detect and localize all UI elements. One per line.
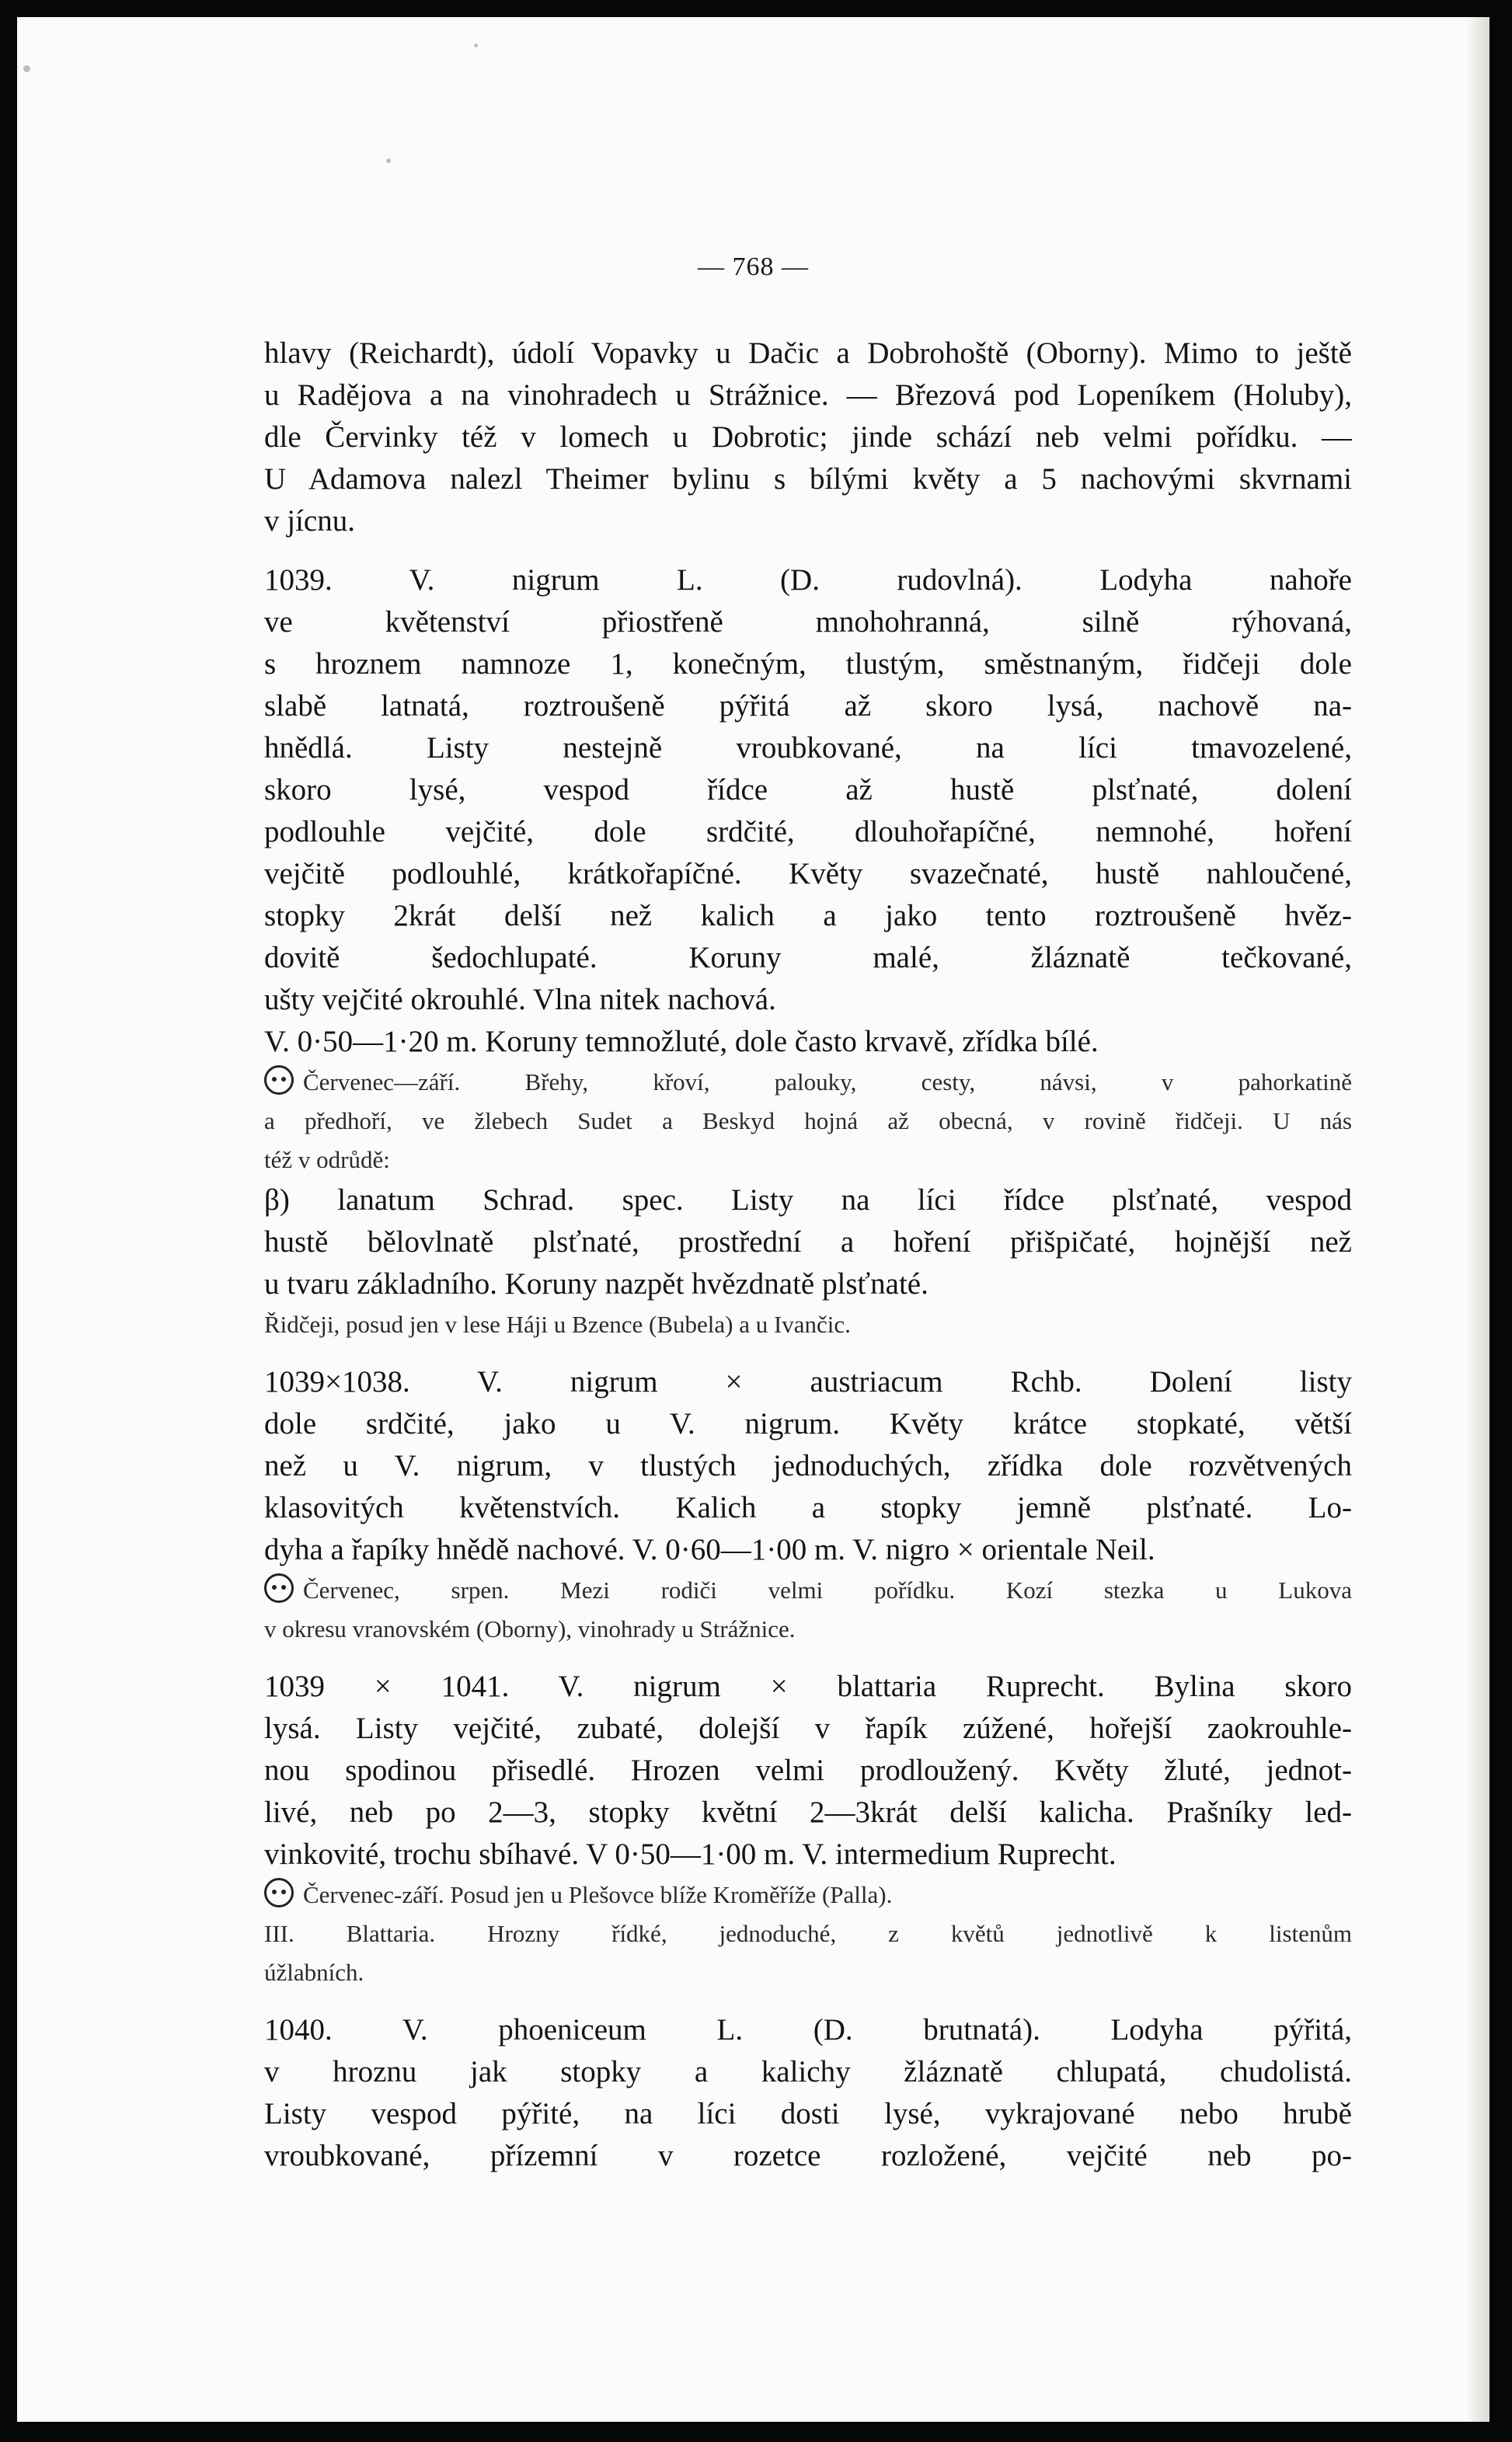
line-text: dyha a řapíky hnědě nachové. V. 0·60—1·00 m. V. nigro × orientale Neil. (264, 1533, 1155, 1566)
line-text: slabě latnatá, roztroušeně pýřitá až skoro lysá, nachově na- (264, 689, 1352, 723)
text-line (264, 1021, 1352, 1063)
line-text: než u V. nigrum, v tlustých jednoduchých, zřídka dole rozvětvených (264, 1449, 1352, 1482)
small-print-line (264, 1102, 1352, 1141)
line-text: hustě bělovlnatě plsťnaté, prostřední a hoření přišpičaté, hojnější než (264, 1225, 1352, 1259)
text-line (264, 1750, 1352, 1792)
dust-speck (474, 44, 478, 47)
text-line (264, 853, 1352, 895)
small-print-line (264, 1914, 1352, 1953)
text-line (264, 979, 1352, 1021)
line-text: dovitě šedochlupaté. Koruny malé, žláznatě tečkované, (264, 941, 1352, 974)
line-text: úžlabních. (264, 1959, 364, 1986)
line-text: vroubkované, přízemní v rozetce rozložené, vejčité neb po- (264, 2139, 1352, 2172)
line-text: III. Blattaria. Hrozny řídké, jednoduché, z květů jednotlivě k listenům (264, 1920, 1352, 1947)
small-print-line (264, 1305, 1352, 1344)
line-text: Listy vespod pýřité, na líci dosti lysé, vykrajované nebo hrubě (264, 2097, 1352, 2130)
text-line (264, 1403, 1352, 1445)
line-text: 1039. V. nigrum L. (D. rudovlná). Lodyha nahoře (264, 563, 1352, 597)
small-print-line (264, 1953, 1352, 1992)
perennial-symbol-icon (264, 1065, 294, 1095)
species-entry-heading-line (264, 2009, 1352, 2051)
line-text: vinkovité, trochu sbíhavé. V 0·50—1·00 m. V. intermedium Ruprecht. (264, 1838, 1117, 1871)
text-line (264, 1221, 1352, 1263)
line-text: též v odrůdě: (264, 1146, 390, 1173)
line-text: vejčitě podlouhlé, krátkořapíčné. Květy svazečnaté, hustě nahloučené, (264, 857, 1352, 890)
body-text (264, 333, 1352, 2177)
text-line (264, 333, 1352, 374)
line-text: a předhoří, ve žlebech Sudet a Beskyd hojná až obecná, v rovině řidčeji. U nás (264, 1107, 1352, 1134)
text-line (264, 895, 1352, 937)
line-text: ve květenství přiostřeně mnohohranná, silně rýhovaná, (264, 605, 1352, 639)
line-text: ušty vejčité okrouhlé. Vlna nitek nachová. (264, 983, 776, 1016)
species-entry-heading-line (264, 1666, 1352, 1708)
line-text: livé, neb po 2—3, stopky květní 2—3krát delší kalicha. Prašníky led- (264, 1796, 1352, 1829)
text-line (264, 2093, 1352, 2135)
line-text: β) lanatum Schrad. spec. Listy na líci řídce plsťnaté, vespod (264, 1183, 1352, 1217)
line-text: Řidčeji, posud jen v lese Háji u Bzence (Bubela) a u Ivančic. (264, 1311, 851, 1338)
text-line (264, 685, 1352, 727)
text-line (264, 601, 1352, 643)
line-text: podlouhle vejčité, dole srdčité, dlouhořapíčné, nemnohé, hoření (264, 815, 1352, 848)
line-text: v hroznu jak stopky a kalichy žláznatě chlupatá, chudolistá. (264, 2055, 1352, 2088)
text-line (264, 1445, 1352, 1487)
small-print-line (264, 1876, 1352, 1914)
line-text: Červenec—září. Břehy, křoví, palouky, cesty, návsi, v pahorkatině (303, 1068, 1352, 1096)
text-line (264, 1792, 1352, 1834)
text-line (264, 937, 1352, 979)
line-text: Červenec, srpen. Mezi rodiči velmi pořídku. Kozí stezka u Lukova (303, 1576, 1352, 1604)
dust-speck (23, 65, 30, 72)
text-line (264, 458, 1352, 500)
book-page (17, 17, 1489, 2422)
line-text: dle Červinky též v lomech u Dobrotic; jinde schází neb velmi pořídku. — (264, 420, 1352, 454)
line-text: nou spodinou přisedlé. Hrozen velmi prodloužený. Květy žluté, jednot- (264, 1754, 1352, 1787)
small-print-line (264, 1571, 1352, 1610)
line-text: u Radějova a na vinohradech u Strážnice. — Březová pod Lopeníkem (Holuby), (264, 378, 1352, 412)
line-text: v jícnu. (264, 504, 355, 538)
perennial-symbol-icon (264, 1878, 294, 1907)
page-number: — 768 — (698, 253, 809, 281)
species-entry-heading-line (264, 559, 1352, 601)
text-line (264, 1487, 1352, 1529)
text-line (264, 1529, 1352, 1571)
perennial-symbol-icon (264, 1573, 294, 1603)
small-print-line (264, 1141, 1352, 1179)
text-line (264, 769, 1352, 811)
line-text: U Adamova nalezl Theimer bylinu s bílými květy a 5 nachovými skvrnami (264, 462, 1352, 496)
text-line (264, 500, 1352, 542)
species-entry-heading-line (264, 1361, 1352, 1403)
text-line (264, 727, 1352, 769)
line-text: v okresu vranovském (Oborny), vinohrady u Strážnice. (264, 1615, 796, 1643)
line-text: s hroznem namnoze 1, konečným, tlustým, směstnaným, řidčeji dole (264, 647, 1352, 681)
text-line (264, 416, 1352, 458)
text-line (264, 1708, 1352, 1750)
line-text: hlavy (Reichardt), údolí Vopavky u Dačic a Dobrohoště (Oborny). Mimo to ještě (264, 336, 1352, 370)
line-text: stopky 2krát delší než kalich a jako tento roztroušeně hvěz- (264, 899, 1352, 932)
line-text: V. 0·50—1·20 m. Koruny temnožluté, dole často krvavě, zřídka bílé. (264, 1025, 1099, 1058)
text-line (264, 2135, 1352, 2177)
page-edge-shadow (1466, 17, 1489, 2422)
text-line (264, 1179, 1352, 1221)
small-print-line (264, 1063, 1352, 1102)
dust-speck (386, 159, 391, 163)
line-text: dole srdčité, jako u V. nigrum. Květy krátce stopkaté, větší (264, 1407, 1352, 1440)
text-line (264, 2051, 1352, 2093)
text-line (264, 811, 1352, 853)
line-text: hnědlá. Listy nestejně vroubkované, na líci tmavozelené, (264, 731, 1352, 765)
text-line (264, 374, 1352, 416)
line-text: 1040. V. phoeniceum L. (D. brutnatá). Lodyha pýřitá, (264, 2013, 1352, 2047)
text-line (264, 643, 1352, 685)
line-text: 1039 × 1041. V. nigrum × blattaria Ruprecht. Bylina skoro (264, 1670, 1352, 1703)
text-line (264, 1834, 1352, 1876)
line-text: lysá. Listy vejčité, zubaté, dolejší v řapík zúžené, hořejší zaokrouhle- (264, 1712, 1352, 1745)
line-text: klasovitých květenstvích. Kalich a stopky jemně plsťnaté. Lo- (264, 1491, 1352, 1524)
text-line (264, 1263, 1352, 1305)
small-print-line (264, 1610, 1352, 1649)
line-text: u tvaru základního. Koruny nazpět hvězdnatě plsťnaté. (264, 1267, 928, 1301)
line-text: skoro lysé, vespod řídce až hustě plsťnaté, dolení (264, 773, 1352, 806)
line-text: Červenec-září. Posud jen u Plešovce blíže Kroměříže (Palla). (303, 1881, 893, 1908)
line-text: 1039×1038. V. nigrum × austriacum Rchb. Dolení listy (264, 1365, 1352, 1399)
